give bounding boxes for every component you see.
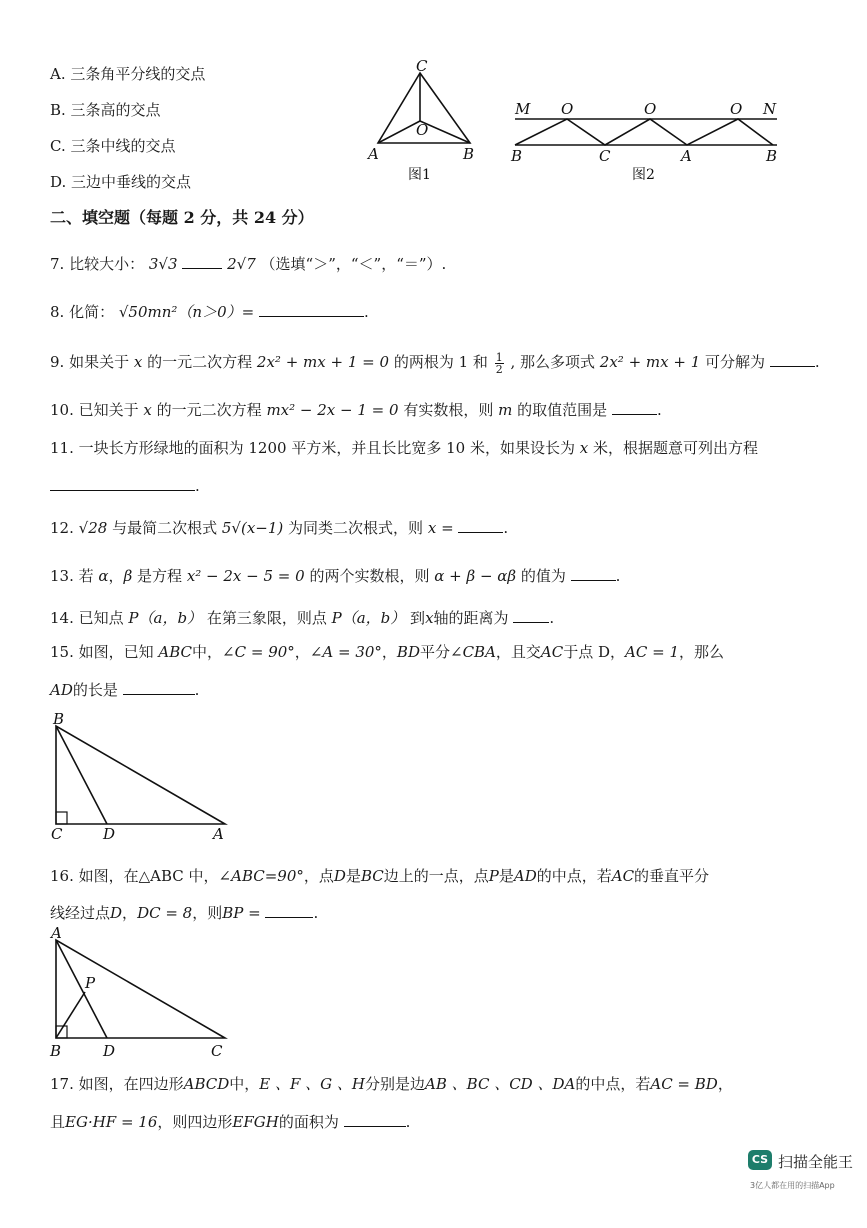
q16-line1d: 边上的一点，点 [383,867,489,885]
q15-line2: 的长是 [72,681,118,699]
camscanner-name: 扫描全能王 [778,1153,854,1171]
q13-expr: α + β − αβ [434,567,517,585]
q16-line1g: 的垂直平分 [634,867,710,885]
q10-text2: 有实数根，则 [403,401,494,419]
q17-line1e: ， [717,1075,733,1093]
q13-text2: 的两个实数根，则 [309,567,430,585]
q15-ad: AD [50,681,73,699]
q7-left: 3√3 [148,255,178,273]
q16-line2a: 线经过点 [50,904,111,922]
q15-line1b: 中， [192,643,223,661]
q15-bd: BD [396,643,420,661]
figure-1 [360,55,490,190]
question-15-line2: AD的长是 . [50,678,199,700]
q15-angle-c: ∠C = 90° [222,643,295,661]
q11-var: x [579,439,589,457]
fig2-label-n: N [763,100,777,118]
question-9: 9. 如果关于 x 的一元二次方程 2x² + mx + 1 = 0 的两根为 1 和 $\frac{1}{2}$ , 那么多项式 2x² + mx + 1 可分解为 . [50,350,820,376]
q10-text1: 的一元二次方程 [156,401,262,419]
q16-line1b: ，点 [303,867,334,885]
question-14: 14. 已知点 P（a，b） 在第三象限，则点 P（a，b） 到x轴的距离为 . [50,606,554,628]
q9-text1: 的一元二次方程 [147,353,253,371]
q11-line1b: 米，根据题意可列出方程 [593,439,759,457]
q12-number: 12. [50,519,74,537]
fig15-label-a: A [213,825,224,843]
fig16-label-p: P [85,974,96,992]
camscanner-tagline: 3亿人都在用的扫描App [750,1181,835,1190]
fig2-caption: 图2 [632,167,655,183]
q9-text3: , 那么多项式 [510,353,596,371]
q15-angle-a: ∠A = 30° [309,643,382,661]
section-title: 二、填空题（每题 2 分，共 24 分） [50,208,314,227]
q14-text2: 在第三象限，则点 [206,609,327,627]
fig2-label-a: A [681,147,692,165]
question-16 [50,866,709,886]
q14-var: x [425,609,434,627]
q16-bp: BP = [222,904,261,922]
q12-text2: 为同类二次根式，则 [288,519,424,537]
q9-number: 9. 如果关于 [50,353,130,371]
q8-expr: √50mn²（n＞0）= [118,303,255,321]
q10-text3: 的取值范围是 [517,401,608,419]
figure-q16 [45,922,245,1062]
q10-answer-blank[interactable] [612,398,657,415]
q8-answer-blank[interactable] [259,300,364,317]
q17-efgh: EFGH [232,1113,279,1131]
q13-alpha: α [98,567,109,585]
q17-line2c: 的面积为 [278,1113,339,1131]
option-b: B. 三条高的交点 [50,101,161,119]
fig16-label-d: D [103,1042,116,1060]
q9-frac-den: 2 [495,362,503,376]
q17-line1a: 17. 如图，在四边形 [50,1075,184,1093]
q16-ac: AC [611,867,635,885]
question-12: 12. √28 与最简二次根式 5√(x−1) 为同类二次根式，则 x = . [50,516,508,538]
q9-var: x [133,353,143,371]
q16-line2c: ，则 [192,904,223,922]
q16-line1f: 的中点，若 [536,867,612,885]
q14-text4: 轴的距离为 [433,609,509,627]
q13-text3: 的值为 [520,567,566,585]
q12-a: √28 [78,519,108,537]
q13-sep: ， [108,567,124,585]
fig2-label-o3: O [730,100,743,118]
question-8: 8. 化简： √50mn²（n＞0）= . [50,300,369,322]
q16-line2b: ， [122,904,138,922]
question-16-line2: 线经过点D，DC = 8，则BP = . [50,901,318,923]
q15-ac: AC [540,643,564,661]
fig16-label-b: B [50,1042,62,1060]
figure-q15 [45,708,245,843]
question-10: 10. 已知关于 x 的一元二次方程 mx² − 2x − 1 = 0 有实数根，则 m 的取值范围是 . [50,398,662,420]
q8-number: 8. 化简： [50,303,115,321]
q14-point: P（a，b） [128,609,203,627]
q13-text1: 是方程 [137,567,183,585]
question-17 [50,1074,733,1094]
q17-line2a: 且 [50,1113,66,1131]
q16-abc: ∠ABC=90° [218,867,304,885]
q17-line1b: 中， [229,1075,260,1093]
q15-ac1: AC = 1 [625,643,679,661]
option-a: A. 三条角平分线的交点 [50,65,206,83]
fig16-label-a: A [51,924,62,942]
question-11 [50,438,758,458]
question-15: 15. 如图，已知 ABC中，∠C = 90°，∠A = 30°，BD平分∠CBA，且交AC于点 D，AC = 1，那么 [50,643,725,661]
q12-x: x = [427,519,454,537]
q16-dc: DC = 8 [137,904,193,922]
q10-var: x [143,401,152,419]
q17-line1d: 的中点，若 [575,1075,651,1093]
q10-equation: mx² − 2x − 1 = 0 [266,401,399,419]
q17-answer-blank[interactable] [344,1110,406,1127]
figure-2 [505,95,790,190]
fig1-caption: 图1 [408,167,431,183]
q15-line1c: 平分 [419,643,450,661]
q16-answer-blank[interactable] [265,901,313,918]
q16-line1a: 16. 如图，在△ABC 中， [50,867,219,885]
q15-line1d: ，且交 [495,643,541,661]
q15-answer-blank[interactable] [123,678,195,695]
fig1-label-c: C [416,57,428,75]
q9-text4: 可分解为 [705,353,766,371]
q16-d: D [333,867,346,885]
q11-answer-blank[interactable] [50,474,195,491]
fig2-label-o1: O [561,100,574,118]
fig2-label-c: C [599,147,611,165]
fig1-label-b: B [463,145,475,163]
fig15-label-b: B [53,710,65,728]
q13-equation: x² − 2x − 5 = 0 [186,567,305,585]
q12-answer-blank[interactable] [458,516,503,533]
q13-number: 13. 若 [50,567,94,585]
q17-prod: EG·HF = 16 [65,1113,158,1131]
fig2-label-m: M [515,100,531,118]
q17-sides: AB 、BC 、CD 、DA [425,1075,576,1093]
q14-text: 14. 已知点 [50,609,124,627]
q15-tri: ABC [158,643,193,661]
q15-line1e: 于点 D， [563,643,626,661]
q17-line2b: ，则四边形 [157,1113,233,1131]
q13-answer-blank[interactable] [571,564,616,581]
fig1-label-a: A [368,145,379,163]
fig2-label-b1: B [511,147,523,165]
q7-number: 7. 比较大小： [50,255,145,273]
q9-answer-blank[interactable] [770,350,815,367]
q13-beta: β [123,567,133,585]
option-c: C. 三条中线的交点 [50,137,176,155]
question-11-blank-line: . [50,474,200,496]
q7-right: 2√7 [227,255,256,273]
q16-line1c: 是 [345,867,361,885]
q9-equation: 2x² + mx + 1 = 0 [256,353,390,371]
q17-efgh-list: E 、F 、G 、H [259,1075,366,1093]
q10-number: 10. 已知关于 [50,401,139,419]
q16-ad: AD [513,867,537,885]
q16-bc: BC [360,867,384,885]
q17-line1c: 分别是边 [365,1075,426,1093]
question-17-line2: 且EG·HF = 16，则四边形EFGH的面积为 . [50,1110,410,1132]
q9-fraction [495,352,504,375]
q10-m: m [498,401,513,419]
q12-text1: 与最简二次根式 [112,519,218,537]
question-7 [50,252,446,274]
q15-cba: ∠CBA [450,643,496,661]
q16-line1e: 是 [498,867,514,885]
q9-frac-num: 1 [495,350,503,364]
q14-point2: P（a，b） [331,609,406,627]
q14-answer-blank[interactable] [513,606,549,623]
camscanner-watermark [748,1150,858,1220]
option-d: D. 三边中垂线的交点 [50,173,192,191]
q16-d2: D [110,904,123,922]
q14-text3: 到 [410,609,426,627]
q12-b: 5√(x−1) [221,519,284,537]
fig15-label-c: C [51,825,63,843]
q15-line1a: 15. 如图，已知 [50,643,154,661]
q7-hint: （选填“＞”，“＜”，“＝”）. [260,255,447,273]
fig1-label-o: O [416,121,429,139]
q11-line1: 11. 一块长方形绿地的面积为 1200 平方米，并且长比宽多 10 米，如果设长为 [50,439,575,457]
q9-poly: 2x² + mx + 1 [599,353,701,371]
q17-acbd: AC = BD [650,1075,718,1093]
fig16-label-c: C [211,1042,223,1060]
camscanner-logo-icon: CS [748,1150,772,1170]
question-13: 13. 若 α，β 是方程 x² − 2x − 5 = 0 的两个实数根，则 α + β − αβ 的值为 . [50,564,620,586]
fig2-label-o2: O [644,100,657,118]
q17-abcd: ABCD [183,1075,230,1093]
q9-text2: 的两根为 1 和 [393,353,488,371]
q7-answer-blank[interactable] [182,252,222,269]
fig15-label-d: D [103,825,116,843]
q15-line1f: ，那么 [679,643,725,661]
fig2-label-b2: B [766,147,778,165]
q16-p: P [488,867,499,885]
